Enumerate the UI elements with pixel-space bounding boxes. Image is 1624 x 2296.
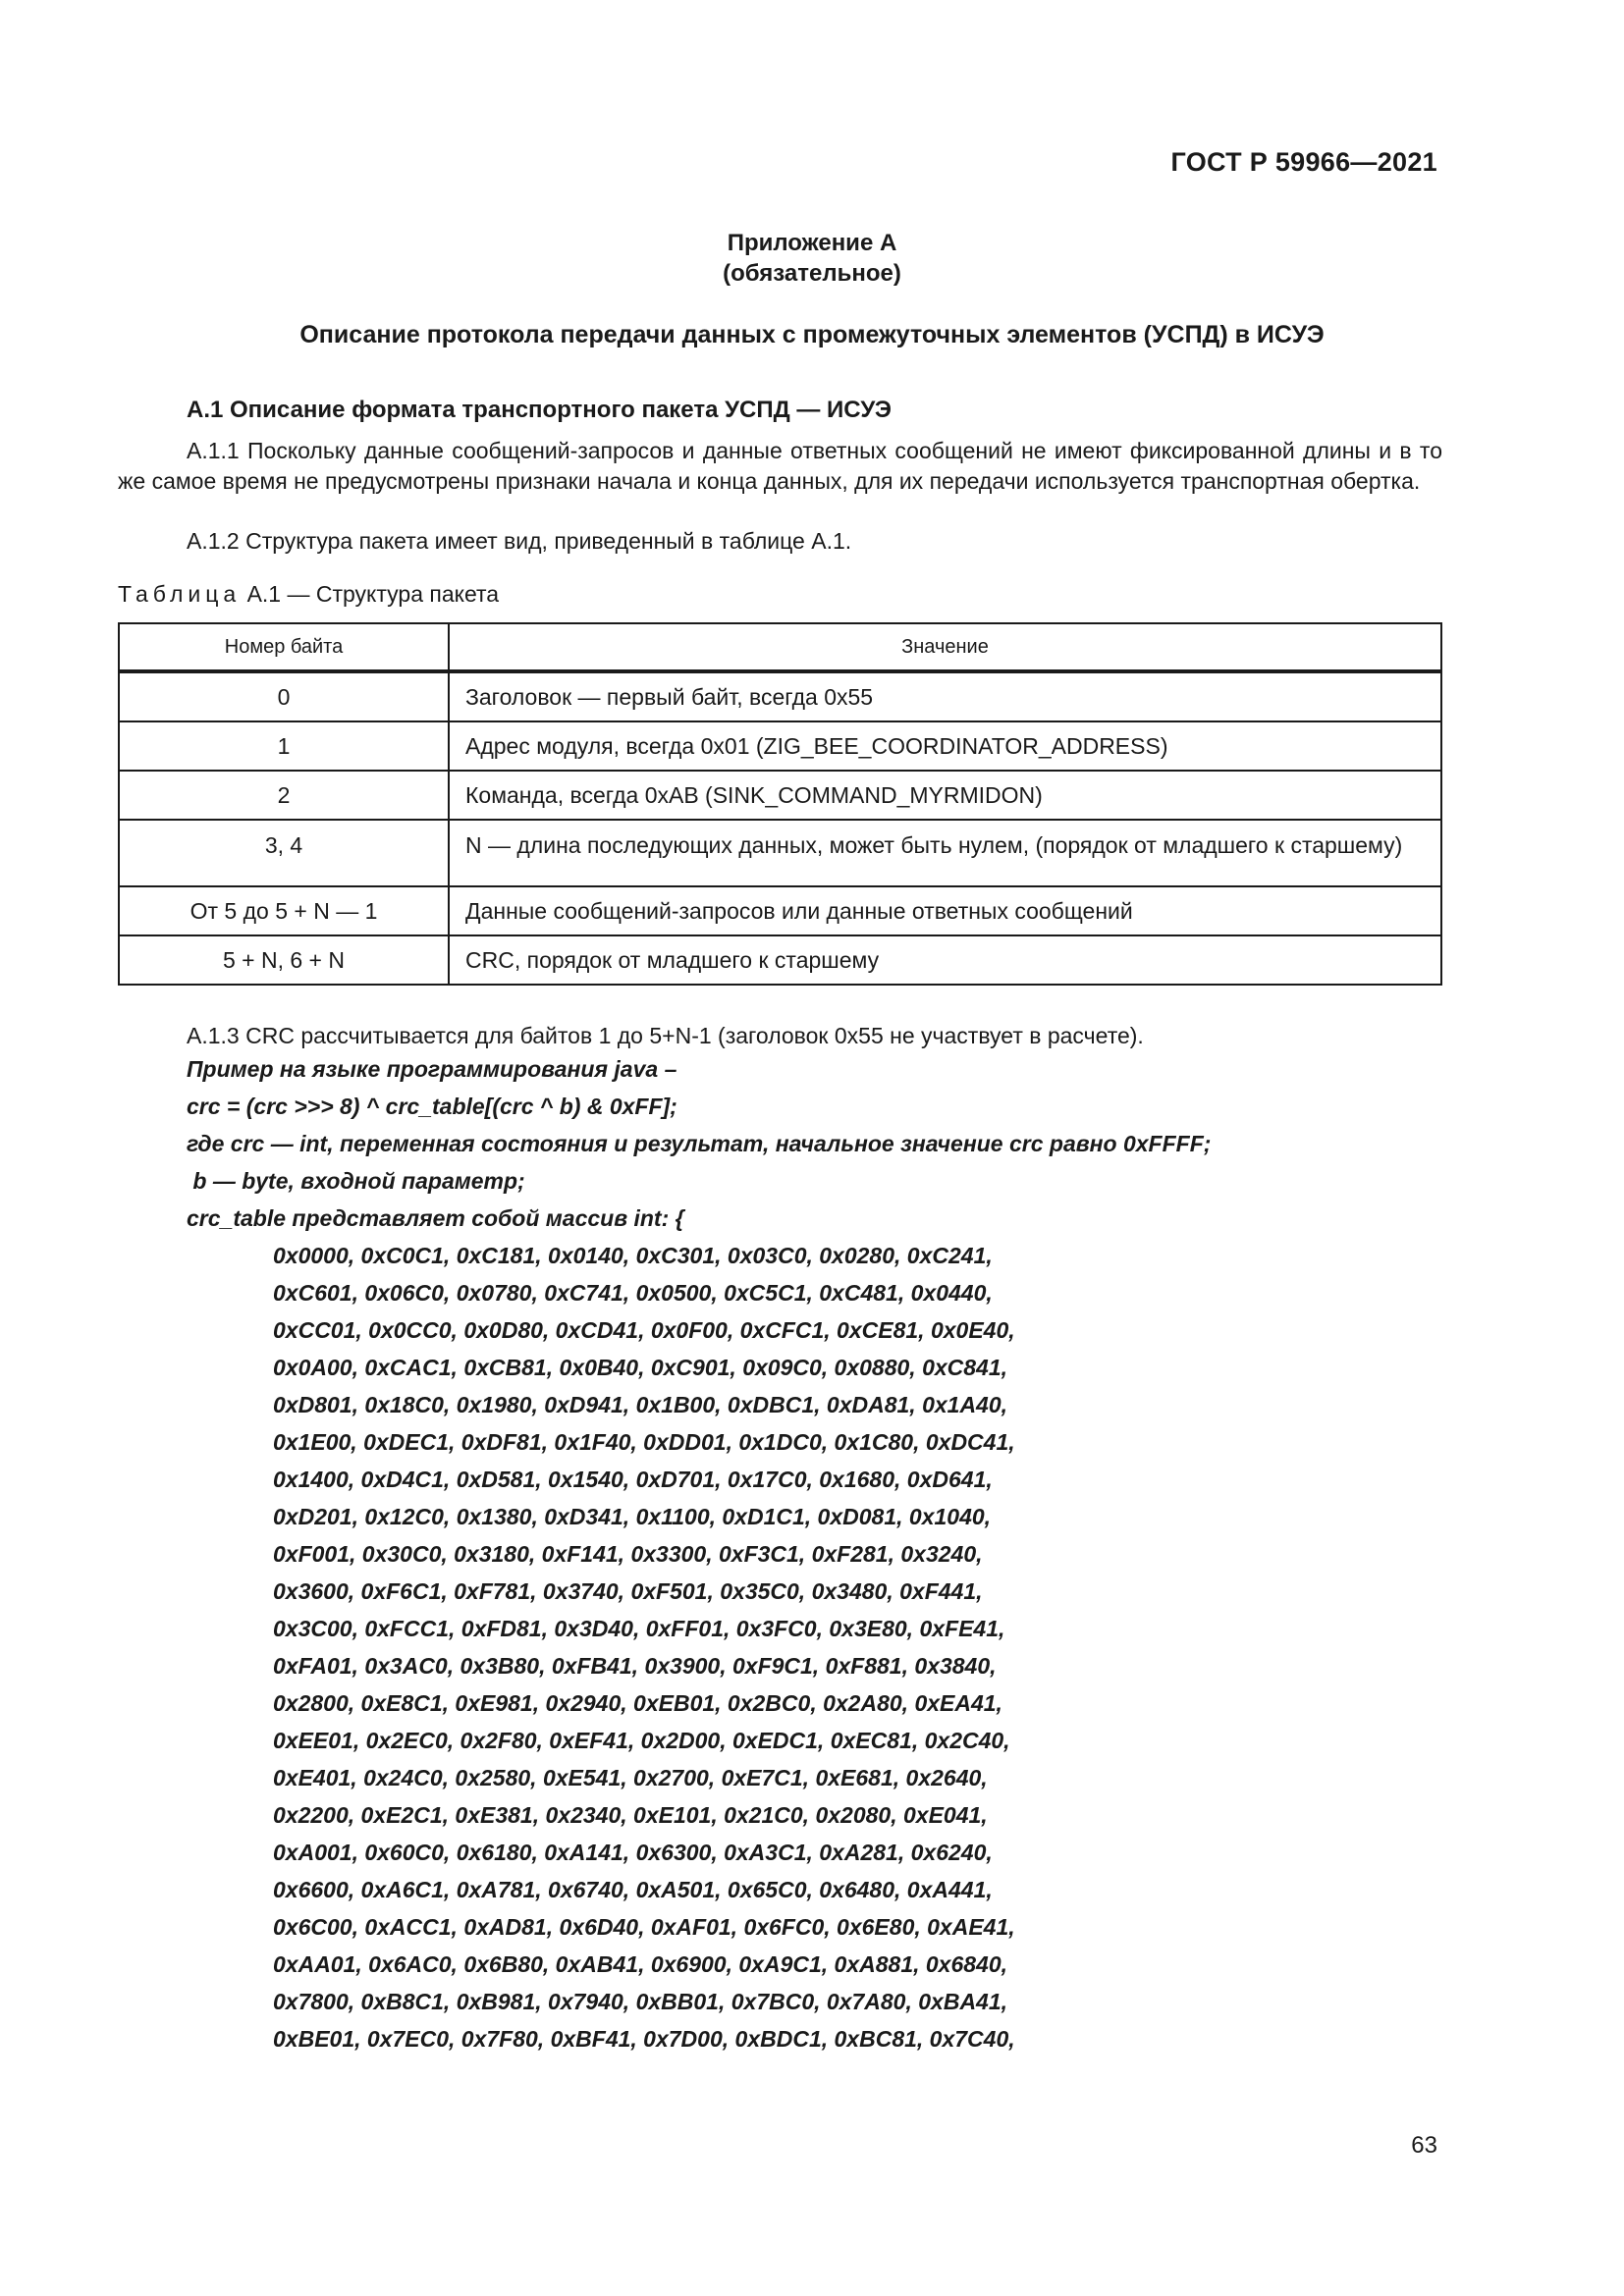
crc-table-line: 0x2800, 0xE8C1, 0xE981, 0x2940, 0xEB01, 0x2BC0, 0x2A80, 0xEA41, (273, 1690, 1002, 1716)
table-cell-byte: От 5 до 5 + N — 1 (119, 886, 449, 935)
appendix-heading (0, 228, 1624, 289)
paragraph-a1-2: А.1.2 Структура пакета имеет вид, приведенный в таблице А.1. (187, 528, 852, 554)
crc-table-line: 0x6C00, 0xACC1, 0xAD81, 0x6D40, 0xAF01, 0x6FC0, 0x6E80, 0xAE41, (273, 1914, 1015, 1940)
code-example-title: Пример на языке программирования java – (187, 1056, 677, 1082)
table-row (119, 886, 1441, 935)
crc-table-line: 0xD201, 0x12C0, 0x1380, 0xD341, 0x1100, 0xD1C1, 0xD081, 0x1040, (273, 1504, 992, 1529)
crc-table-line: 0xC601, 0x06C0, 0x0780, 0xC741, 0x0500, 0xC5C1, 0xC481, 0x0440, (273, 1280, 993, 1306)
standard-number: ГОСТ Р 59966—2021 (1170, 147, 1437, 177)
table-cell-value: N — длина последующих данных, может быть нулем, (порядок от младшего к старшему) (449, 820, 1441, 886)
crc-table-line: 0xD801, 0x18C0, 0x1980, 0xD941, 0x1B00, 0xDBC1, 0xDA81, 0x1A40, (273, 1392, 1008, 1417)
crc-table-line: 0xAA01, 0x6AC0, 0x6B80, 0xAB41, 0x6900, 0xA9C1, 0xA881, 0x6840, (273, 1951, 1008, 1977)
crc-table-line: 0xEE01, 0x2EC0, 0x2F80, 0xEF41, 0x2D00, 0xEDC1, 0xEC81, 0x2C40, (273, 1728, 1010, 1753)
table-row (119, 671, 1441, 721)
table-row (119, 771, 1441, 820)
crc-table-line: 0x6600, 0xA6C1, 0xA781, 0x6740, 0xA501, 0x65C0, 0x6480, 0xA441, (273, 1877, 993, 1902)
column-header-value: Значение (449, 623, 1441, 671)
crc-table-line: 0x3C00, 0xFCC1, 0xFD81, 0x3D40, 0xFF01, 0x3FC0, 0x3E80, 0xFE41, (273, 1616, 1005, 1641)
table-cell-value: CRC, порядок от младшего к старшему (449, 935, 1441, 985)
table-row (119, 935, 1441, 985)
paragraph-a1-1: А.1.1 Поскольку данные сообщений-запросов и данные ответных сообщений не имеют фиксированной длины и в то же самое время не предусмотрены признаки начала и конца данных, для их передачи используется транспортная обертка. (118, 438, 1442, 494)
section-title: Описание протокола передачи данных с промежуточных элементов (УСПД) в ИСУЭ (299, 321, 1325, 348)
page-number: 63 (1411, 2132, 1437, 2159)
crc-table-line: 0x0000, 0xC0C1, 0xC181, 0x0140, 0xC301, 0x03C0, 0x0280, 0xC241, (273, 1243, 993, 1268)
table-caption-text: А.1 — Структура пакета (241, 581, 500, 607)
crc-table-line: 0xA001, 0x60C0, 0x6180, 0xA141, 0x6300, 0xA3C1, 0xA281, 0x6240, (273, 1840, 993, 1865)
code-example-intro (187, 1050, 1211, 1237)
crc-table-line: 0xE401, 0x24C0, 0x2580, 0xE541, 0x2700, 0xE7C1, 0xE681, 0x2640, (273, 1765, 988, 1790)
crc-table-line: 0xCC01, 0x0CC0, 0x0D80, 0xCD41, 0x0F00, 0xCFC1, 0xCE81, 0x0E40, (273, 1317, 1015, 1343)
crc-table-values (273, 1237, 1015, 2057)
table-row (119, 721, 1441, 771)
code-b-description: b — byte, входной параметр; (187, 1168, 525, 1194)
table-cell-value: Адрес модуля, всегда 0x01 (ZIG_BEE_COORDINATOR_ADDRESS) (449, 721, 1441, 771)
crc-table-line: 0x2200, 0xE2C1, 0xE381, 0x2340, 0xE101, 0x21C0, 0x2080, 0xE041, (273, 1802, 988, 1828)
table-caption-word: Таблица (118, 581, 242, 607)
crc-table-line: 0xFA01, 0x3AC0, 0x3B80, 0xFB41, 0x3900, 0xF9C1, 0xF881, 0x3840, (273, 1653, 997, 1679)
packet-structure-table (118, 622, 1442, 986)
table-cell-byte: 0 (119, 671, 449, 721)
table-cell-value: Команда, всегда 0xAB (SINK_COMMAND_MYRMIDON) (449, 771, 1441, 820)
table-cell-byte: 2 (119, 771, 449, 820)
subsection-heading-a1: А.1 Описание формата транспортного пакета УСПД — ИСУЭ (187, 397, 893, 423)
crc-table-line: 0xF001, 0x30C0, 0x3180, 0xF141, 0x3300, 0xF3C1, 0xF281, 0x3240, (273, 1541, 983, 1567)
table-cell-byte: 5 + N, 6 + N (119, 935, 449, 985)
crc-table-line: 0x7800, 0xB8C1, 0xB981, 0x7940, 0xBB01, 0x7BC0, 0x7A80, 0xBA41, (273, 1989, 1008, 2014)
crc-table-line: 0xBE01, 0x7EC0, 0x7F80, 0xBF41, 0x7D00, 0xBDC1, 0xBC81, 0x7C40, (273, 2026, 1015, 2052)
table-row (119, 820, 1441, 886)
crc-table-line: 0x1400, 0xD4C1, 0xD581, 0x1540, 0xD701, 0x17C0, 0x1680, 0xD641, (273, 1467, 993, 1492)
appendix-title: Приложение А (727, 230, 897, 256)
crc-table-line: 0x1E00, 0xDEC1, 0xDF81, 0x1F40, 0xDD01, 0x1DC0, 0x1C80, 0xDC41, (273, 1429, 1015, 1455)
crc-table-line: 0x3600, 0xF6C1, 0xF781, 0x3740, 0xF501, 0x35C0, 0x3480, 0xF441, (273, 1578, 983, 1604)
table-cell-byte: 1 (119, 721, 449, 771)
table-caption (118, 581, 499, 608)
crc-table-line: 0x0A00, 0xCAC1, 0xCB81, 0x0B40, 0xC901, 0x09C0, 0x0880, 0xC841, (273, 1355, 1008, 1380)
table-cell-value: Данные сообщений-запросов или данные ответных сообщений (449, 886, 1441, 935)
table-cell-value: Заголовок — первый байт, всегда 0x55 (449, 671, 1441, 721)
appendix-status: (обязательное) (723, 260, 901, 287)
table-header-row (119, 623, 1441, 671)
table-cell-byte: 3, 4 (119, 820, 449, 886)
code-crc-formula: crc = (crc >>> 8) ^ crc_table[(crc ^ b) & 0xFF]; (187, 1094, 677, 1119)
paragraph-a1-3: А.1.3 CRC рассчитывается для байтов 1 до 5+N-1 (заголовок 0x55 не участвует в расчете). (187, 1023, 1144, 1048)
code-crc-description: где crc — int, переменная состояния и результат, начальное значение crc равно 0xFFFF; (187, 1131, 1212, 1156)
column-header-byte-number: Номер байта (119, 623, 449, 671)
code-crc-table-declaration: crc_table представляет собой массив int: { (187, 1205, 684, 1231)
